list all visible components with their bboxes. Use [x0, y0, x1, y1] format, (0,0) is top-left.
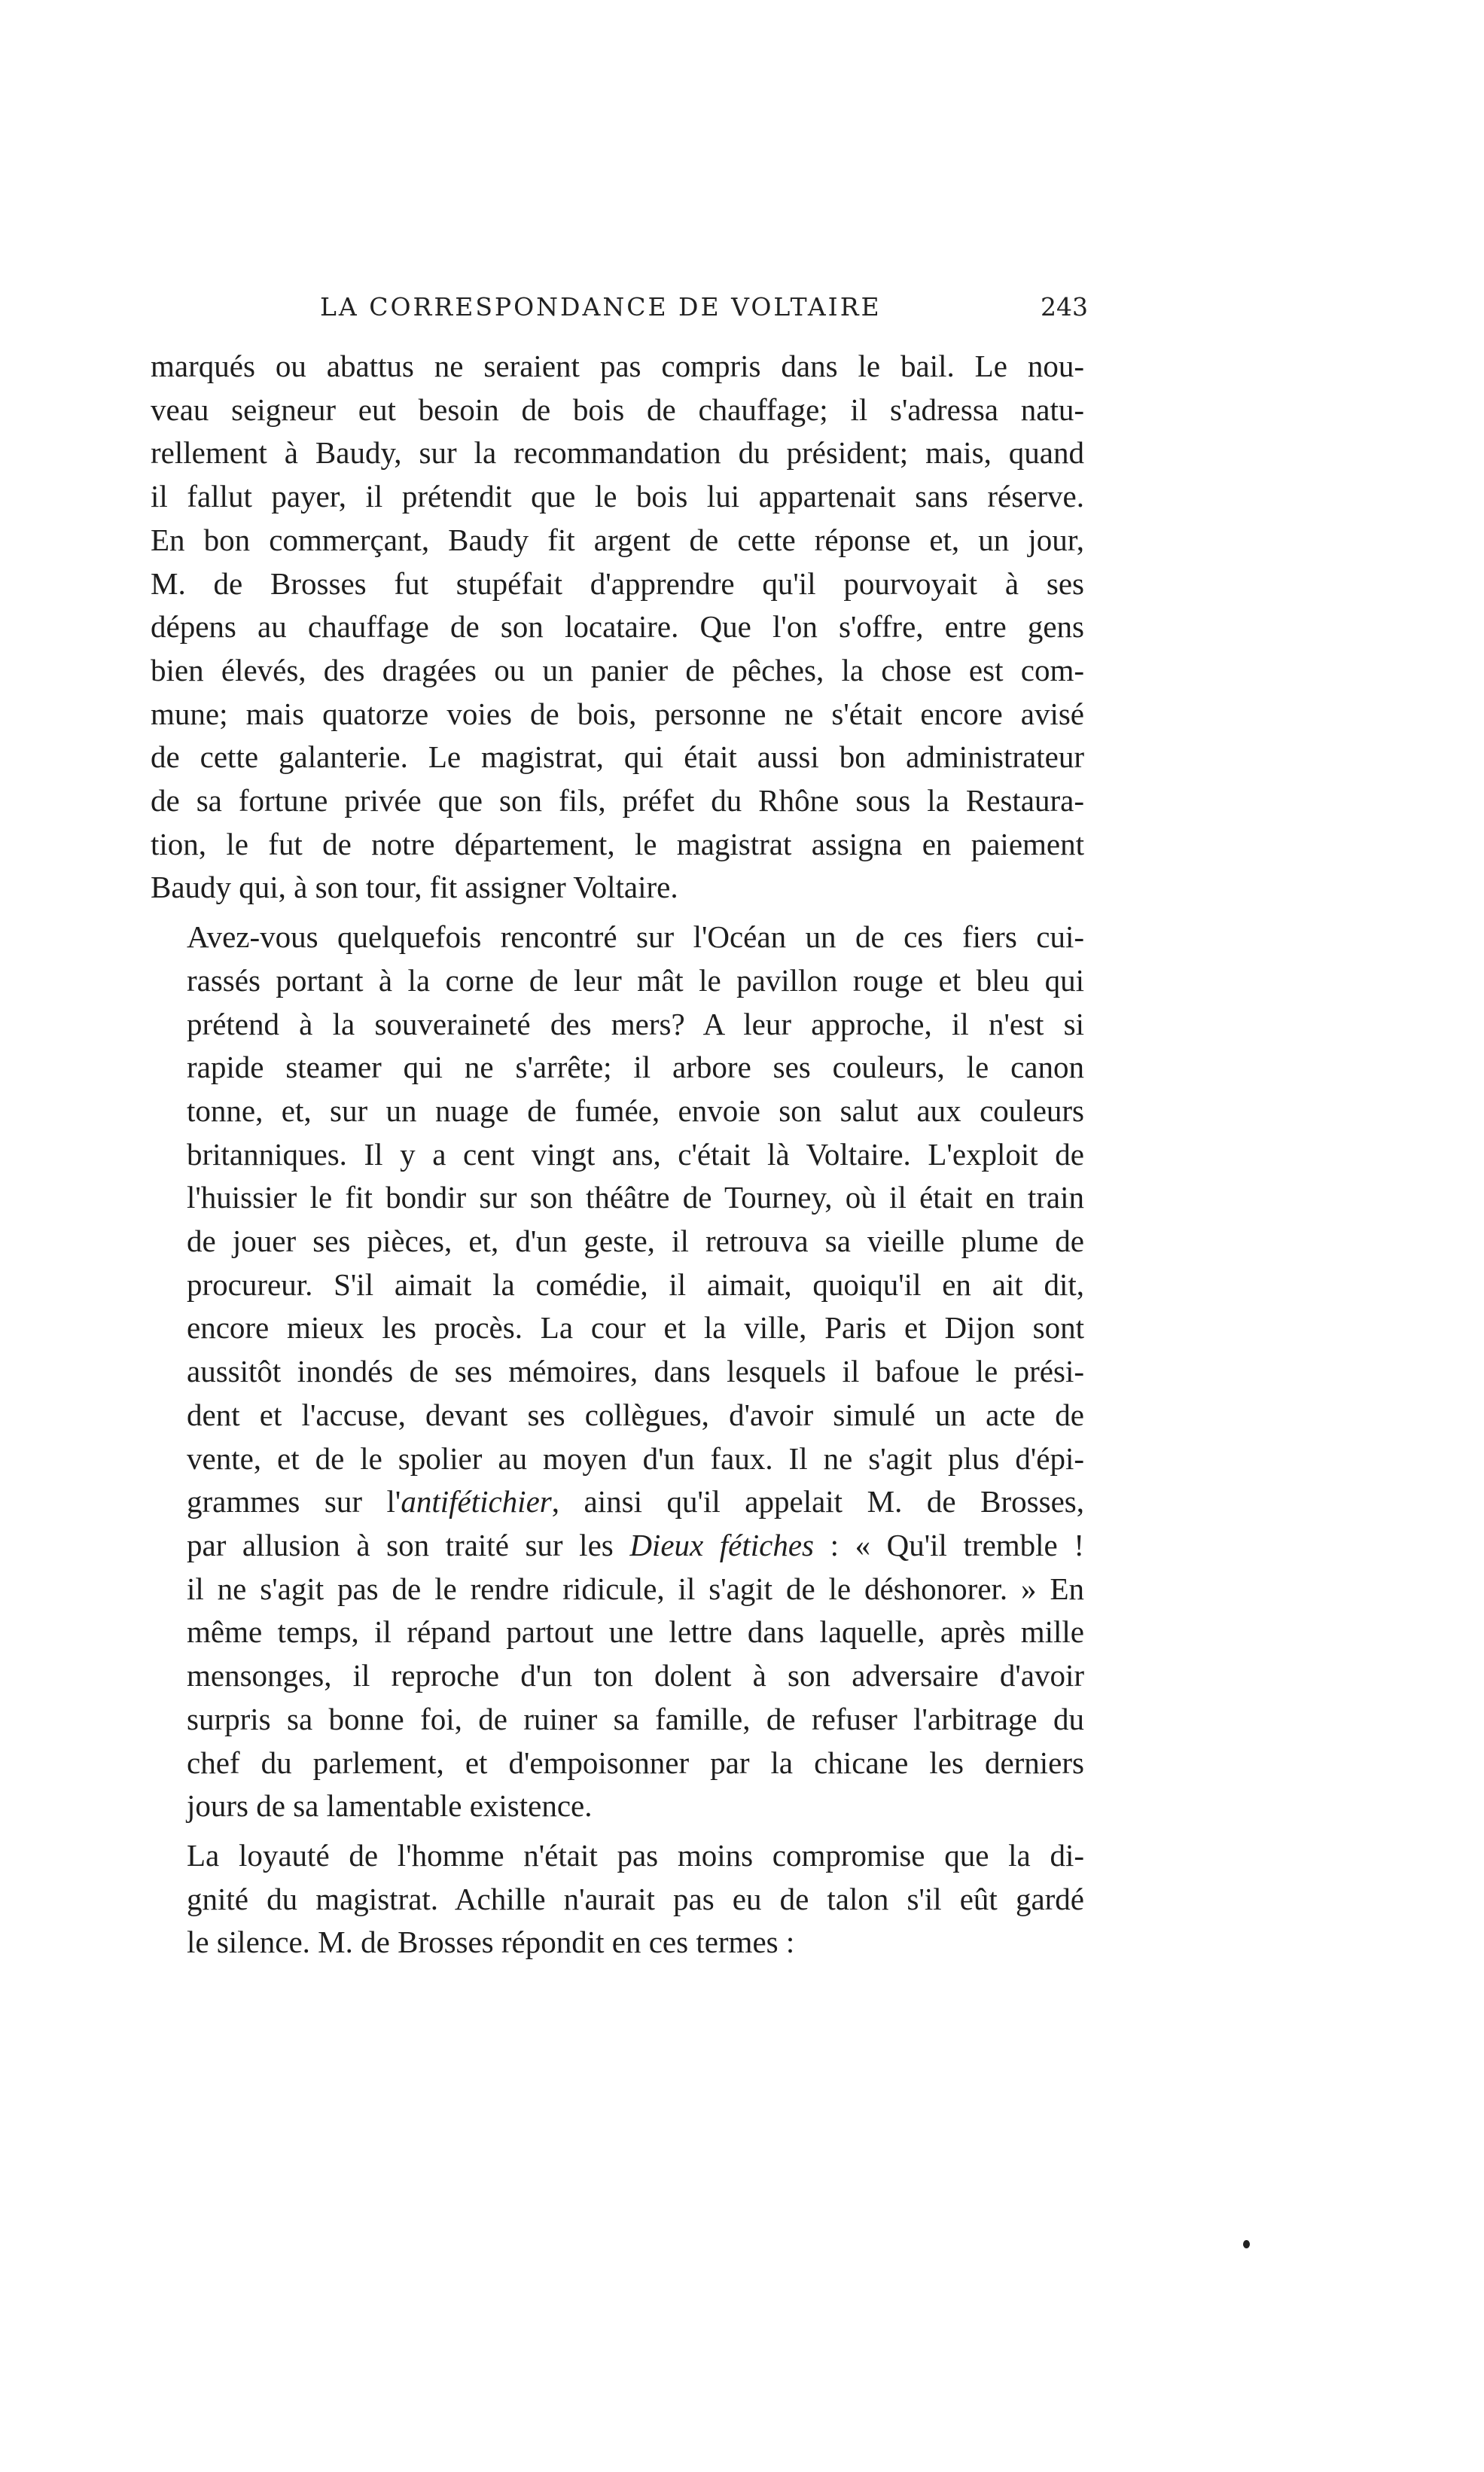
text-line: procureur. S'il aimait la comédie, il aimait, quoiqu'il en ait dit,: [187, 1266, 1084, 1302]
text-line-mixed: [151, 1480, 1084, 1524]
text-line: dépens au chauffage de son locataire. Que l'on s'offre, entre gens: [151, 609, 1084, 645]
text-line: aussitôt inondés de ses mémoires, dans lesquels il bafoue le prési-: [187, 1354, 1084, 1389]
text-line: M. de Brosses fut stupéfait d'apprendre qu'il pourvoyait à ses: [151, 565, 1084, 601]
text-line: rellement à Baudy, sur la recommandation du président; mais, quand: [151, 435, 1084, 471]
text-line: le silence. M. de Brosses répondit en ces termes :: [187, 1925, 795, 1960]
page-number: 243: [1041, 292, 1088, 322]
running-title: LA CORRESPONDANCE DE VOLTAIRE: [320, 292, 882, 322]
ink-speck: [1243, 2240, 1250, 2248]
text-line: rassés portant à la corne de leur mât le pavillon rouge et bleu qui: [187, 962, 1084, 998]
text-line: il ne s'agit pas de le rendre ridicule, il s'agit de le déshonorer. » En: [187, 1571, 1084, 1606]
text-line: dent et l'accuse, devant ses collègues, d'avoir simulé un acte de: [187, 1397, 1084, 1432]
running-head: [320, 292, 1088, 330]
text-line: tonne, et, sur un nuage de fumée, envoie son salut aux couleurs: [187, 1093, 1084, 1128]
text-line: La loyauté de l'homme n'était pas moins compromise que la di-: [187, 1837, 1084, 1873]
text-line: même temps, il répand partout une lettre dans laquelle, après mille: [187, 1614, 1084, 1650]
text-line-mixed: [151, 1524, 1084, 1568]
paragraph-1: [151, 345, 1084, 910]
text-line: de cette galanterie. Le magistrat, qui était aussi bon administrateur: [151, 739, 1084, 775]
text-line: En bon commerçant, Baudy fit argent de cette réponse et, un jour,: [151, 522, 1084, 557]
text-line: mune; mais quatorze voies de bois, personne ne s'était encore avisé: [151, 696, 1084, 731]
italic-title: Dieux fétiches: [629, 1527, 815, 1562]
text-segment: par allusion à son traité sur les: [187, 1527, 630, 1562]
text-segment: grammes sur l': [187, 1484, 401, 1519]
text-line: marqués ou abattus ne seraient pas compris dans le bail. Le nou-: [151, 349, 1084, 383]
text-line: jours de sa lamentable existence.: [187, 1788, 593, 1824]
text-line: britanniques. Il y a cent vingt ans, c'était là Voltaire. L'exploit de: [187, 1136, 1084, 1172]
text-segment: , ainsi qu'il appelait M. de Brosses,: [551, 1484, 1084, 1519]
paragraph-2: [151, 916, 1084, 1828]
text-line: gnité du magistrat. Achille n'aurait pas eu de talon s'il eût gardé: [187, 1881, 1084, 1916]
text-line: vente, et de le spolier au moyen d'un faux. Il ne s'agit plus d'épi-: [187, 1440, 1084, 1476]
text-line: bien élevés, des dragées ou un panier de pêches, la chose est com-: [151, 652, 1084, 687]
text-line: chef du parlement, et d'empoisonner par la chicane les derniers: [187, 1745, 1084, 1780]
text-line: surpris sa bonne foi, de ruiner sa famille, de refuser l'arbitrage du: [187, 1701, 1084, 1736]
body-text: [151, 345, 1084, 1964]
text-line: veau seigneur eut besoin de bois de chauffage; il s'adressa natu-: [151, 392, 1084, 427]
text-segment: : « Qu'il tremble !: [814, 1527, 1084, 1562]
text-line: prétend à la souveraineté des mers? A leur approche, il n'est si: [187, 1006, 1084, 1041]
text-line: l'huissier le fit bondir sur son théâtre de Tourney, où il était en train: [187, 1180, 1084, 1215]
text-line: de jouer ses pièces, et, d'un geste, il retrouva sa vieille plume de: [187, 1224, 1084, 1259]
text-line: Baudy qui, à son tour, fit assigner Voltaire.: [151, 870, 678, 905]
text-line: de sa fortune privée que son fils, préfet du Rhône sous la Restaura-: [151, 783, 1084, 818]
text-line: il fallut payer, il prétendit que le bois lui appartenait sans réserve.: [151, 479, 1084, 514]
paragraph-3: [151, 1834, 1084, 1964]
italic-term: antifétichier: [401, 1484, 552, 1519]
text-line: encore mieux les procès. La cour et la ville, Paris et Dijon sont: [187, 1310, 1084, 1346]
text-line: tion, le fut de notre département, le magistrat assigna en paiement: [151, 826, 1084, 861]
text-line: rapide steamer qui ne s'arrête; il arbore ses couleurs, le canon: [187, 1050, 1084, 1085]
text-line: mensonges, il reproche d'un ton dolent à son adversaire d'avoir: [187, 1658, 1084, 1693]
text-line: Avez-vous quelquefois rencontré sur l'Océan un de ces fiers cui-: [187, 919, 1084, 955]
